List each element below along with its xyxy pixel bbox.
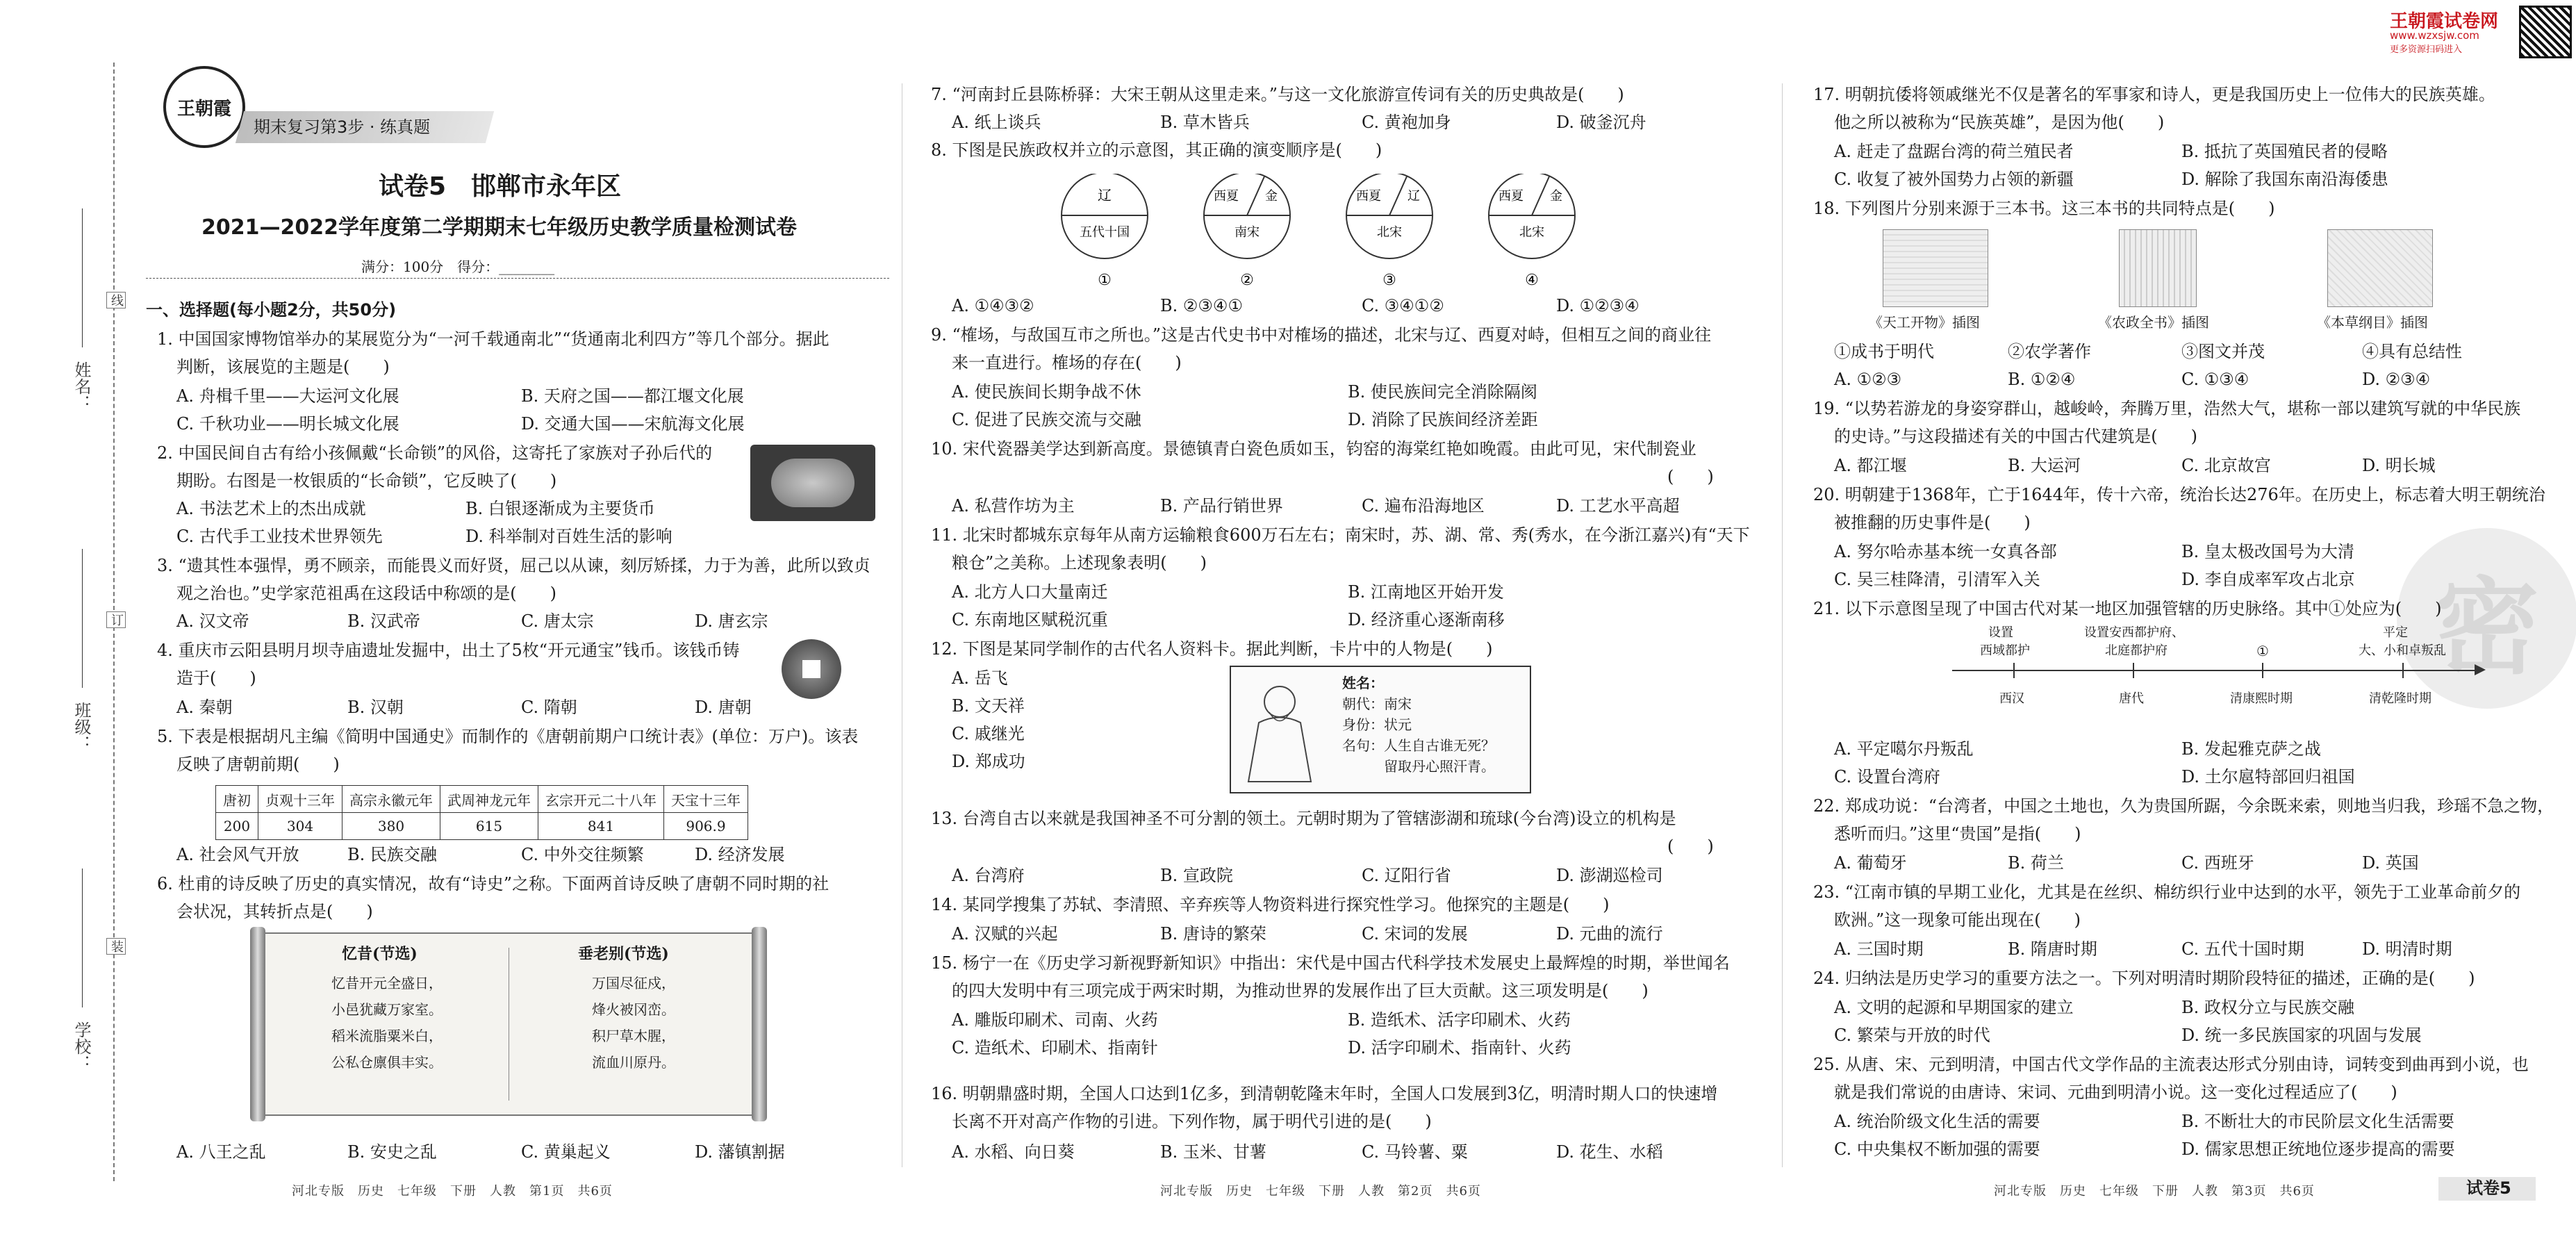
q23-stem-cont: 欧洲。”这一现象可能出现在( ) (1834, 910, 2081, 930)
timeline-event-1b: 西域都护 (1980, 643, 2030, 658)
circle-1-top: 辽 (1098, 187, 1112, 204)
score-line: 满分：100分 得分：________ (361, 258, 555, 275)
poem-left-body (331, 970, 443, 1076)
q15-option-a[interactable]: A. 雕版印刷术、司南、火药 (952, 1010, 1158, 1030)
q19-option-a[interactable]: A. 都江堰 (1834, 456, 1907, 475)
q17-stem-cont: 他之所以被称为“民族英雄”，是因为他( ) (1834, 113, 2165, 132)
school-label: 学校： (72, 1021, 91, 1071)
q9-option-c[interactable]: C. 促进了民族交流与交融 (952, 410, 1141, 429)
profile-card-text (1342, 673, 1495, 777)
q5-option-d[interactable]: D. 经济发展 (695, 845, 785, 864)
q6-stem-cont: 会状况，其转折点是( ) (176, 902, 373, 921)
q20-stem-cont: 被推翻的历史事件是( ) (1834, 513, 2031, 532)
table-header-cell: 武周神龙元年 (440, 786, 538, 813)
q5-stem: 5. 下表是根据胡凡主编《简明中国通史》而制作的《唐朝前期户口统计表》(单位：万户)。该表 (157, 727, 859, 746)
q3-stem: 3. “遗其性本强悍，勇不顾亲，而能畏义而好贤，屈己以从谏，刻厉矫揉，力于为善，此所以致贞 (157, 556, 870, 575)
q15-option-c[interactable]: C. 造纸术、印刷术、指南针 (952, 1038, 1158, 1057)
q15-option-d[interactable]: D. 活字印刷术、指南针、火药 (1348, 1038, 1571, 1057)
q12-option-c[interactable]: C. 戚继光 (952, 724, 1025, 743)
household-table (215, 785, 748, 840)
q1-stem: 1. 中国国家博物馆举办的某展览分为“一河千载通南北”“货通南北利四方”等几个部分。据此 (157, 329, 829, 349)
q12-option-d[interactable]: D. 郑成功 (952, 752, 1025, 771)
q11-option-a[interactable]: A. 北方人口大量南迁 (952, 582, 1108, 602)
table-cell: 304 (258, 813, 342, 840)
poem-line: 小邑犹藏万家室。 (331, 1001, 443, 1018)
q18-statement-3: ③图文并茂 (2181, 342, 2265, 361)
q6-option-a[interactable]: A. 八王之乱 (176, 1142, 266, 1162)
regime-circles-diagram (1056, 174, 1681, 299)
class-underline (82, 549, 83, 688)
paper-tag: 试卷5 (2466, 1178, 2511, 1198)
q23-option-c[interactable]: C. 五代十国时期 (2181, 939, 2304, 959)
table-header-cell: 玄宗开元二十八年 (538, 786, 664, 813)
scroll-rod-left (250, 927, 265, 1121)
q1-option-d[interactable]: D. 交通大国——宋航海文化展 (521, 414, 745, 434)
q8-option-a[interactable]: A. ①④③② (952, 296, 1034, 315)
circle-2-bottom: 南宋 (1235, 225, 1260, 240)
poem-line: 忆昔开元全盛日， (331, 975, 443, 991)
q25-stem: 25. 从唐、宋、元到明清，中国古代文学作品的主流表达形式分别由诗，词转变到曲再到小说，也 (1813, 1055, 2529, 1074)
footer-page-1: 河北专版 历史 七年级 下册 人教 第1页 共6页 (292, 1184, 613, 1199)
q24-stem: 24. 归纳法是历史学习的重要方法之一。下列对明清时期阶段特征的描述，正确的是( ) (1813, 969, 2475, 988)
q24-option-b[interactable]: B. 政权分立与民族交融 (2181, 998, 2354, 1017)
q18-statement-2: ②农学著作 (2008, 342, 2091, 361)
poem-line: 稻米流脂粟米白， (331, 1028, 443, 1044)
circle-1 (1062, 174, 1148, 289)
q22-stem: 22. 郑成功说：“台湾者，中国之土地也，久为贵国所踞，今余既来索，则地当归我，珍瑶不急之物， (1813, 796, 2554, 816)
timeline-period-1: 西汉 (1999, 691, 2024, 706)
poem-right-title: 垂老别(节选) (578, 945, 669, 963)
q11-option-d[interactable]: D. 经济重心逐渐南移 (1348, 610, 1505, 629)
q11-option-b[interactable]: B. 江南地区开始开发 (1348, 582, 1504, 602)
card-name: 姓名： (1342, 675, 1384, 691)
q7-option-d[interactable]: D. 破釜沉舟 (1556, 113, 1646, 132)
q12-option-b[interactable]: B. 文天祥 (952, 696, 1025, 716)
q5-option-c[interactable]: C. 中外交往频繁 (521, 845, 644, 864)
q5-stem-cont: 反映了唐朝前期( ) (176, 755, 340, 774)
q3-option-a[interactable]: A. 汉文帝 (176, 611, 249, 631)
q23-option-b[interactable]: B. 隋唐时期 (2008, 939, 2097, 959)
book-caption-3: 《本草纲目》插图 (2317, 314, 2428, 331)
q23-option-d[interactable]: D. 明清时期 (2362, 939, 2452, 959)
poem-left-title: 忆昔(节选) (342, 945, 418, 963)
table-header-cell: 高宗永徽元年 (342, 786, 440, 813)
q18-statement-4: ④具有总结性 (2362, 342, 2462, 361)
q15-option-b[interactable]: B. 造纸术、活字印刷术、火药 (1348, 1010, 1571, 1030)
poem-line: 公私仓廪俱丰实。 (331, 1054, 443, 1071)
brand-logo-text: 王朝霞 (176, 98, 231, 120)
q10-option-a[interactable]: A. 私营作坊为主 (952, 496, 1075, 516)
q12-option-a[interactable]: A. 岳飞 (952, 668, 1008, 688)
book-caption-2: 《农政全书》插图 (2098, 314, 2209, 331)
q1-option-b[interactable]: B. 天府之国——都江堰文化展 (521, 386, 744, 406)
card-dynasty: 朝代：南宋 (1342, 695, 1412, 712)
circle-3-bottom: 北宋 (1377, 225, 1402, 240)
q11-stem-cont: 粮仓”之美称。上述现象表明( ) (952, 553, 1207, 573)
binding-mark-2: 订 (106, 611, 126, 628)
q18-option-a[interactable]: A. ①②③ (1834, 370, 1902, 389)
banner-text: 期末复习第3步 · 练真题 (254, 117, 431, 137)
table-cell: 615 (440, 813, 538, 840)
circle-1-bottom: 五代十国 (1080, 225, 1130, 240)
table-cell: 906.9 (664, 813, 748, 840)
q25-stem-cont: 就是我们常说的由唐诗、宋词、元曲到明清小说。这一变化过程适应了( ) (1834, 1083, 2397, 1102)
card-quote-2: 留取丹心照汗青。 (1384, 758, 1495, 775)
header-dash (146, 278, 889, 279)
q18-statement-1: ①成书于明代 (1834, 342, 1934, 361)
circle-3-left: 西夏 (1356, 189, 1381, 204)
q10-option-c[interactable]: C. 遍布沿海地区 (1362, 496, 1485, 516)
q5-option-a[interactable]: A. 社会风气开放 (176, 845, 299, 864)
circle-2 (1204, 174, 1290, 289)
q13-stem: 13. 台湾自古以来就是我国神圣不可分割的领土。元朝时期为了管辖澎湖和琉球(今台湾)设立的机构是 (931, 809, 1676, 828)
table-row (216, 813, 748, 840)
q21-option-b[interactable]: B. 发起雅克萨之战 (2181, 739, 2321, 759)
q20-option-c[interactable]: C. 吴三桂降清，引清军入关 (1834, 570, 2040, 589)
q19-option-c[interactable]: C. 北京故宫 (2181, 456, 2271, 475)
q22-option-b[interactable]: B. 荷兰 (2008, 853, 2064, 873)
poem-line: 烽火被冈峦。 (592, 1001, 675, 1018)
qr-code-icon[interactable] (2519, 6, 2572, 58)
q23-stem: 23. “江南市镇的早期工业化，尤其是在丝织、棉纺织行业中达到的水平，领先于工业革命前夕的 (1813, 882, 2521, 902)
table-header-row (216, 786, 748, 813)
q16-option-d[interactable]: D. 花生、水稻 (1556, 1142, 1663, 1162)
q6-option-c[interactable]: C. 黄巢起义 (521, 1142, 611, 1162)
q14-stem: 14. 某同学搜集了苏轼、李清照、辛弃疾等人物资料进行探究性学习。他探究的主题是( ) (931, 895, 1610, 914)
q16-stem: 16. 明朝鼎盛时期，全国人口达到1亿多，到清朝乾隆末年时，全国人口发展到3亿，明清时期人口的快速增 (931, 1084, 1718, 1103)
q19-stem-cont: 的史诗。”与这段描述有关的中国古代建筑是( ) (1834, 427, 2197, 446)
q15-stem-cont: 的四大发明中有三项完成于两宋时期，为推动世界的发展作出了巨大贡献。这三项发明是( ) (952, 981, 1649, 1001)
q18-option-b[interactable]: B. ①②④ (2008, 370, 2076, 389)
timeline-tick (2262, 663, 2263, 678)
profile-card (1230, 666, 1531, 793)
binding-mark-3: 装 (106, 938, 126, 955)
q23-option-a[interactable]: A. 三国时期 (1834, 939, 1924, 959)
poem-right-body (592, 970, 675, 1076)
timeline-period-3: 清康熙时期 (2230, 691, 2293, 706)
q8-stem: 8. 下图是民族政权并立的示意图，其正确的演变顺序是( ) (931, 140, 1382, 160)
q2-option-d[interactable]: D. 科举制对百姓生活的影响 (465, 527, 672, 546)
q10-option-b[interactable]: B. 产品行销世界 (1160, 496, 1283, 516)
circle-4-left: 西夏 (1498, 189, 1524, 204)
poem-scroll (264, 932, 753, 1116)
q22-option-a[interactable]: A. 葡萄牙 (1834, 853, 1907, 873)
q22-option-d[interactable]: D. 英国 (2362, 853, 2419, 873)
timeline-event-3: ① (2256, 643, 2269, 659)
paper-subtitle: 2021—2022学年度第二学期期末七年级历史教学质量检测试卷 (201, 215, 797, 240)
site-brand: 王朝霞试卷网 (2390, 11, 2499, 32)
q9-option-a[interactable]: A. 使民族间长期争战不休 (952, 382, 1141, 402)
q17-stem: 17. 明朝抗倭将领戚继光不仅是著名的军事家和诗人，更是我国历史上一位伟大的民族英雄。 (1813, 85, 2495, 104)
timeline-diagram (1952, 624, 2508, 721)
binding-mark-1: 线 (106, 292, 126, 308)
q4-stem: 4. 重庆市云阳县明月坝寺庙遗址发掘中，出土了5枚“开元通宝”钱币。该钱币铸 (157, 641, 740, 660)
q8-option-b[interactable]: B. ②③④① (1160, 296, 1243, 315)
q2-option-a[interactable]: A. 书法艺术上的杰出成就 (176, 499, 366, 518)
q4-option-b[interactable]: B. 汉朝 (347, 698, 404, 717)
q14-option-d[interactable]: D. 元曲的流行 (1556, 924, 1663, 944)
longevity-lock-image (750, 445, 875, 521)
q3-option-b[interactable]: B. 汉武帝 (347, 611, 420, 631)
q21-option-d[interactable]: D. 土尔扈特部回归祖国 (2181, 767, 2355, 787)
q25-option-c[interactable]: C. 中央集权不断加强的需要 (1834, 1139, 2040, 1159)
footer-page-2: 河北专版 历史 七年级 下册 人教 第2页 共6页 (1160, 1184, 1481, 1199)
site-url: www.wzxsjw.com (2390, 29, 2479, 42)
q4-option-d[interactable]: D. 唐朝 (695, 698, 752, 717)
q11-option-c[interactable]: C. 东南地区赋税沉重 (952, 610, 1108, 629)
paper-title: 试卷5 邯郸市永年区 (379, 172, 622, 201)
q19-option-b[interactable]: B. 大运河 (2008, 456, 2081, 475)
q24-option-c[interactable]: C. 繁荣与开放的时代 (1834, 1026, 1990, 1045)
q13-stem-cont: ( ) (1667, 837, 1714, 856)
q21-option-c[interactable]: C. 设置台湾府 (1834, 767, 1940, 787)
circle-1-num: ① (1098, 272, 1112, 289)
q22-option-c[interactable]: C. 西班牙 (2181, 853, 2254, 873)
timeline-event-2b: 北庭都护府 (2105, 643, 2168, 658)
q1-stem-cont: 判断，该展览的主题是( ) (176, 357, 390, 377)
section-heading: 一、选择题(每小题2分，共50分) (146, 300, 397, 320)
q7-stem: 7. “河南封丘县陈桥驿：大宋王朝从这里走来。”与这一文化旅游宣传词有关的历史典故是( ) (931, 85, 1624, 104)
q3-stem-cont: 观之治也。”史学家范祖禹在这段话中称颂的是( ) (176, 584, 556, 603)
school-underline (82, 869, 83, 1007)
name-underline (82, 208, 83, 347)
book-caption-1: 《天工开物》插图 (1869, 314, 1980, 331)
coin-square-hole (802, 660, 820, 678)
table-header-cell: 天宝十三年 (664, 786, 748, 813)
q13-option-c[interactable]: C. 辽阳行省 (1362, 866, 1451, 885)
q9-stem-cont: 来一直进行。榷场的存在( ) (952, 353, 1182, 372)
lock-shape (771, 459, 854, 507)
q18-stem: 18. 下列图片分别来源于三本书。这三本书的共同特点是( ) (1813, 199, 2275, 218)
q14-option-c[interactable]: C. 宋词的发展 (1362, 924, 1468, 944)
coin-image (782, 639, 841, 699)
scroll-rod-right (752, 927, 767, 1121)
q17-option-c[interactable]: C. 收复了被外国势力占领的新疆 (1834, 170, 2074, 189)
circle-4-bottom: 北宋 (1519, 225, 1544, 240)
q7-option-b[interactable]: B. 草木皆兵 (1160, 113, 1250, 132)
q8-option-c[interactable]: C. ③④①② (1362, 296, 1444, 315)
q16-stem-cont: 长离不开对高产作物的引进。下列作物，属于明代引进的是( ) (952, 1112, 1432, 1131)
circle-3-right: 辽 (1407, 189, 1420, 204)
circle-3-num: ③ (1382, 272, 1396, 289)
q1-option-c[interactable]: C. 千秋功业——明长城文化展 (176, 414, 399, 434)
table-cell: 380 (342, 813, 440, 840)
table-header-cell: 贞观十三年 (258, 786, 342, 813)
q2-option-c[interactable]: C. 古代手工业技术世界领先 (176, 527, 383, 546)
q21-option-a[interactable]: A. 平定噶尔丹叛乱 (1834, 739, 1974, 759)
q1-option-a[interactable]: A. 舟楫千里——大运河文化展 (176, 386, 399, 406)
q9-option-b[interactable]: B. 使民族间完全消除隔阂 (1348, 382, 1537, 402)
timeline-axis (1952, 670, 2480, 671)
scholar-portrait-image (1238, 674, 1321, 785)
q6-stem: 6. 杜甫的诗反映了历史的真实情况，故有“诗史”之称。下面两首诗反映了唐朝不同时期的社 (157, 874, 829, 894)
poem-line: 积尸草木腥， (592, 1028, 675, 1044)
q21-stem: 21. 以下示意图呈现了中国古代对某一地区加强管辖的历史脉络。其中①处应为( ) (1813, 599, 2442, 618)
q20-stem: 20. 明朝建于1368年，亡于1644年，传十六帝，统治长达276年。在历史上，标志着大明王朝统治 (1813, 485, 2545, 504)
class-label: 班级： (72, 702, 91, 752)
q17-option-b[interactable]: B. 抵抗了英国殖民者的侵略 (2181, 142, 2388, 161)
table-header-cell: 唐初 (216, 786, 258, 813)
q13-option-a[interactable]: A. 台湾府 (952, 866, 1025, 885)
q14-option-a[interactable]: A. 汉赋的兴起 (952, 924, 1058, 944)
table-cell: 200 (216, 813, 258, 840)
timeline-event-1a: 设置 (1988, 625, 2013, 640)
q10-option-d[interactable]: D. 工艺水平高超 (1556, 496, 1680, 516)
timeline-tick (2133, 663, 2134, 678)
site-note: 更多资源扫码进入 (2390, 44, 2463, 55)
card-identity: 身份：状元 (1342, 716, 1412, 733)
q2-option-b[interactable]: B. 白银逐渐成为主要货币 (465, 499, 655, 518)
q2-stem: 2. 中国民间自古有给小孩佩戴“长命锁”的风俗，这寄托了家族对子孙后代的 (157, 443, 713, 463)
q7-option-c[interactable]: C. 黄袍加身 (1362, 113, 1451, 132)
book-image-nongzheng (2119, 229, 2197, 307)
q19-option-d[interactable]: D. 明长城 (2362, 456, 2436, 475)
name-label: 姓名： (72, 361, 91, 411)
q12-stem: 12. 下图是某同学制作的古代名人资料卡。据此判断，卡片中的人物是( ) (931, 639, 1493, 659)
brand-logo (163, 66, 245, 148)
timeline-event-2a: 设置安西都护府、 (2084, 625, 2184, 640)
circle-3 (1346, 174, 1433, 289)
timeline-tick (2013, 663, 2015, 678)
q19-stem: 19. “以势若游龙的身姿穿群山，越峻岭，奔腾万里，浩然大气，堪称一部以建筑写就的中华民族 (1813, 399, 2521, 418)
timeline-event-4a: 平定 (2383, 625, 2408, 640)
table-cell: 841 (538, 813, 664, 840)
q4-option-a[interactable]: A. 秦朝 (176, 698, 233, 717)
timeline-tick (2402, 663, 2404, 678)
q2-stem-cont: 期盼。右图是一枚银质的“长命锁”，它反映了( ) (176, 471, 557, 491)
q10-stem: 10. 宋代瓷器美学达到新高度。景德镇青白瓷色质如玉，钧窑的海棠红艳如晚霞。由此可见，宋代制瓷业 (931, 439, 1696, 459)
q18-option-d[interactable]: D. ②③④ (2362, 370, 2431, 389)
circle-2-right: 金 (1265, 189, 1278, 204)
q24-option-a[interactable]: A. 文明的起源和早期国家的建立 (1834, 998, 2074, 1017)
q10-stem-cont: ( ) (1667, 467, 1714, 486)
q5-option-b[interactable]: B. 民族交融 (347, 845, 437, 864)
q4-stem-cont: 造于( ) (176, 668, 256, 688)
q25-option-b[interactable]: B. 不断壮大的市民阶层文化生活需要 (2181, 1112, 2454, 1131)
timeline-event-4b: 大、小和卓叛乱 (2359, 643, 2446, 658)
q9-option-d[interactable]: D. 消除了民族间经济差距 (1348, 410, 1538, 429)
book-image-tiangong (1883, 229, 1988, 307)
timeline-period-4: 清乾隆时期 (2369, 691, 2431, 706)
q18-option-c[interactable]: C. ①③④ (2181, 370, 2249, 389)
stamp-glyph: 密 (2434, 566, 2539, 689)
circle-4-num: ④ (1525, 272, 1539, 289)
q8-option-d[interactable]: D. ①②③④ (1556, 296, 1640, 315)
poem-line: 万国尽征戍， (592, 975, 675, 991)
q20-option-a[interactable]: A. 努尔哈赤基本统一女真各部 (1834, 542, 2057, 561)
q6-option-d[interactable]: D. 藩镇割据 (695, 1142, 785, 1162)
q24-option-d[interactable]: D. 统一多民族国家的巩固与发展 (2181, 1026, 2422, 1045)
poem-line: 流血川原丹。 (592, 1054, 675, 1071)
q14-option-b[interactable]: B. 唐诗的繁荣 (1160, 924, 1266, 944)
timeline-arrow-icon (2475, 664, 2486, 675)
q25-option-a[interactable]: A. 统治阶级文化生活的需要 (1834, 1112, 2040, 1131)
card-quote: 名句：人生自古谁无死？ (1342, 737, 1495, 754)
q16-option-a[interactable]: A. 水稻、向日葵 (952, 1142, 1075, 1162)
q20-option-b[interactable]: B. 皇太极改国号为大清 (2181, 542, 2354, 561)
book-image-bencao (2327, 229, 2433, 307)
q16-option-b[interactable]: B. 玉米、甘薯 (1160, 1142, 1266, 1162)
q17-option-d[interactable]: D. 解除了我国东南沿海倭患 (2181, 170, 2388, 189)
q6-option-b[interactable]: B. 安史之乱 (347, 1142, 437, 1162)
q22-stem-cont: 悉听而归。”这里“贵国”是指( ) (1834, 824, 2081, 843)
q9-stem: 9. “榷场，与敌国互市之所也。”这是古代史书中对榷场的描述，北宋与辽、西夏对峙，但相互之间的商业往 (931, 325, 1712, 345)
column-divider-2 (1782, 83, 1783, 1167)
circle-4-right: 金 (1550, 189, 1562, 204)
q7-option-a[interactable]: A. 纸上谈兵 (952, 113, 1041, 132)
q25-option-d[interactable]: D. 儒家思想正统地位逐步提高的需要 (2181, 1139, 2455, 1159)
circle-4 (1489, 174, 1575, 289)
q20-option-d[interactable]: D. 李自成率军攻占北京 (2181, 570, 2355, 589)
q16-option-c[interactable]: C. 马铃薯、粟 (1362, 1142, 1468, 1162)
q3-option-c[interactable]: C. 唐太宗 (521, 611, 594, 631)
footer-page-3: 河北专版 历史 七年级 下册 人教 第3页 共6页 (1994, 1184, 2315, 1199)
timeline-period-2: 唐代 (2119, 691, 2144, 706)
q13-option-b[interactable]: B. 宣政院 (1160, 866, 1233, 885)
q13-option-d[interactable]: D. 澎湖巡检司 (1556, 866, 1663, 885)
q17-option-a[interactable]: A. 赶走了盘踞台湾的荷兰殖民者 (1834, 142, 2074, 161)
q3-option-d[interactable]: D. 唐玄宗 (695, 611, 768, 631)
circle-2-left: 西夏 (1214, 189, 1239, 204)
q11-stem: 11. 北宋时都城东京每年从南方运输粮食600万石左右；南宋时，苏、湖、常、秀(秀水，在今浙江嘉兴)有“天下 (931, 525, 1750, 545)
q15-stem: 15. 杨宁一在《历史学习新视野新知识》中指出：宋代是中国古代科学技术发展史上最辉煌的时期，举世闻名 (931, 953, 1730, 973)
circle-2-num: ② (1240, 272, 1254, 289)
q4-option-c[interactable]: C. 隋朝 (521, 698, 577, 717)
